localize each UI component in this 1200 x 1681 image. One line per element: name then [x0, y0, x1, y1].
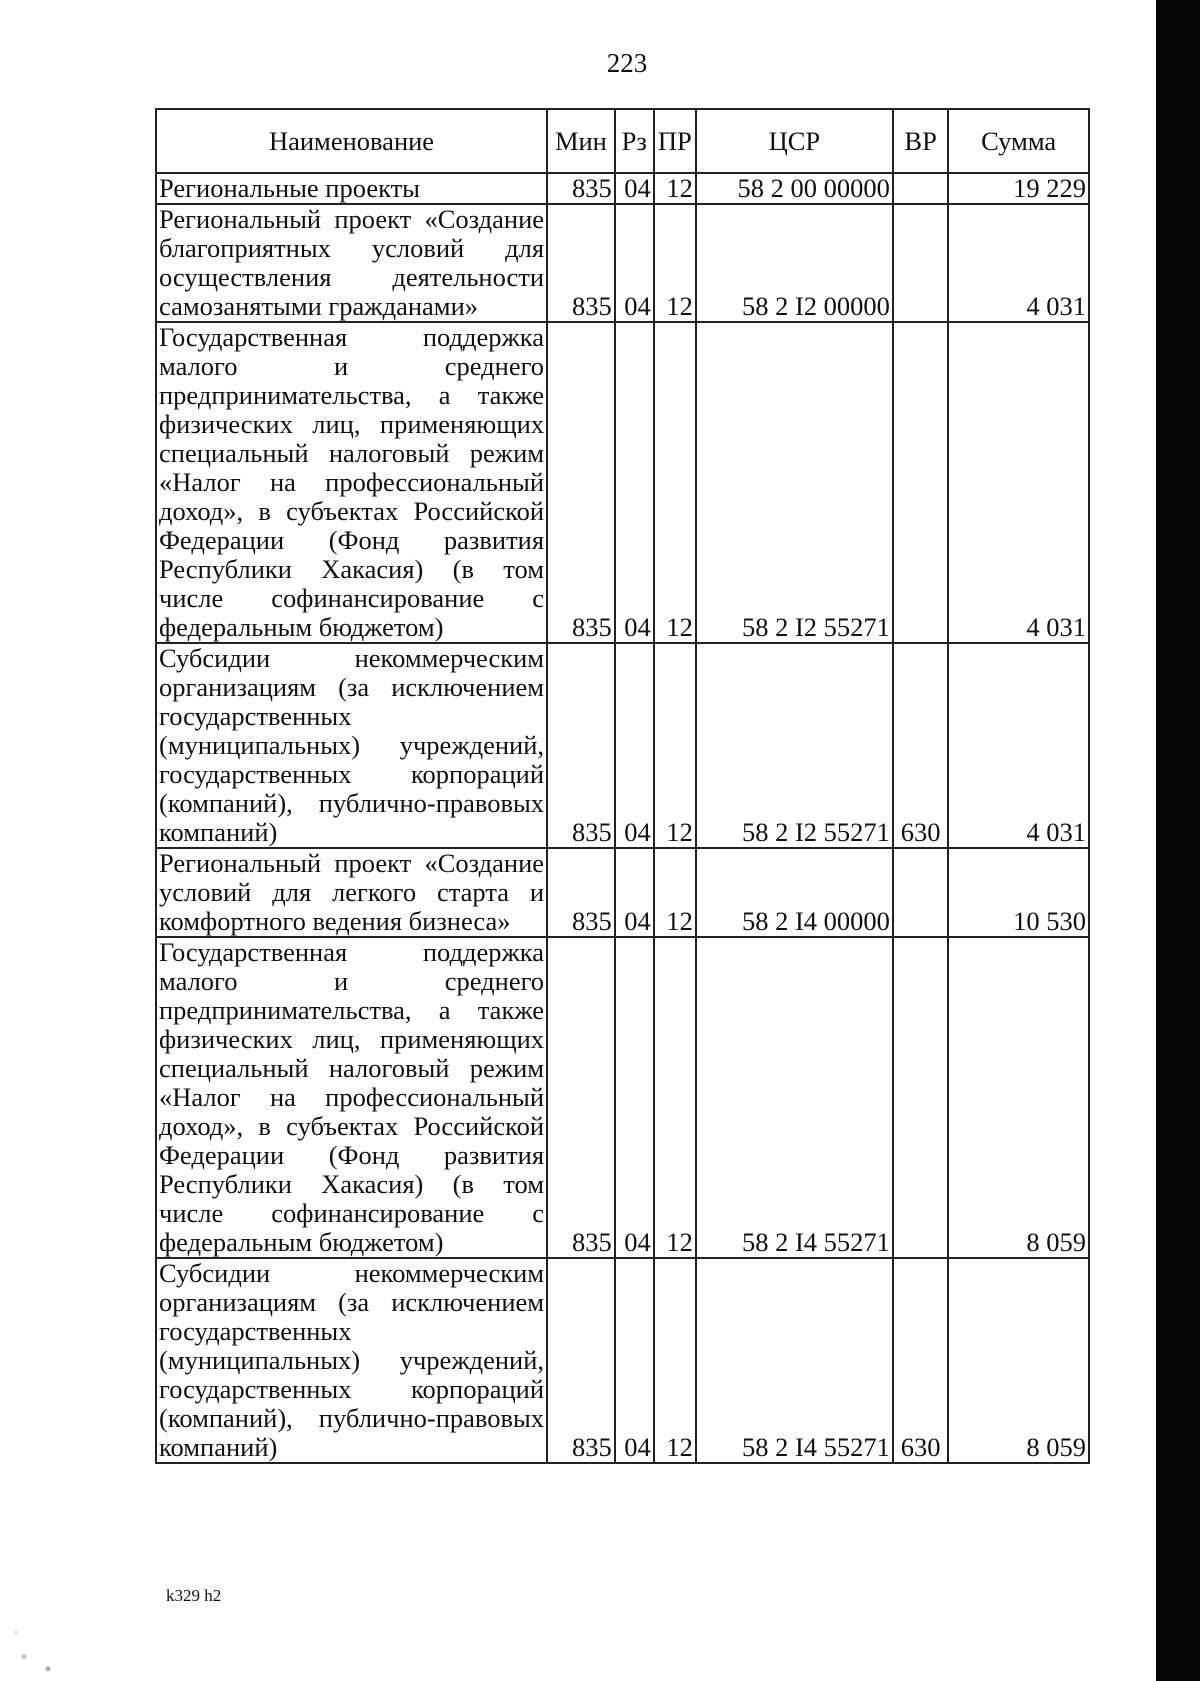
cell-vr	[893, 322, 948, 643]
cell-vr	[893, 848, 948, 937]
cell-name: Государственная поддержка малого и среднего предпринимательства, а также физических лиц, применяющих специальный налоговый режим «Налог на профессиональный доход», в субъектах Российской Федерации (Фонд развития Республики Хакасия) (в том числе софинансирование с федеральным бюджетом)	[156, 322, 547, 643]
cell-sum: 4 031	[948, 204, 1089, 322]
cell-pr: 12	[654, 204, 696, 322]
header-sum: Сумма	[948, 109, 1089, 173]
cell-csr: 58 2 I2 55271	[696, 322, 893, 643]
table-row	[156, 643, 1089, 848]
cell-csr: 58 2 I2 00000	[696, 204, 893, 322]
cell-min: 835	[547, 937, 615, 1258]
scan-edge-bar	[1156, 0, 1200, 1681]
cell-vr	[893, 204, 948, 322]
table-row	[156, 173, 1089, 204]
table-header-row	[156, 109, 1089, 173]
cell-name: Региональный проект «Создание благоприятных условий для осуществления деятельности самозанятыми гражданами»	[156, 204, 547, 322]
cell-pr: 12	[654, 322, 696, 643]
cell-csr: 58 2 I4 55271	[696, 1258, 893, 1463]
cell-csr: 58 2 I4 00000	[696, 848, 893, 937]
cell-min: 835	[547, 322, 615, 643]
cell-pr: 12	[654, 643, 696, 848]
cell-rz: 04	[615, 173, 654, 204]
cell-min: 835	[547, 204, 615, 322]
cell-sum: 4 031	[948, 322, 1089, 643]
cell-sum: 8 059	[948, 1258, 1089, 1463]
cell-min: 835	[547, 1258, 615, 1463]
cell-pr: 12	[654, 1258, 696, 1463]
cell-pr: 12	[654, 937, 696, 1258]
cell-rz: 04	[615, 322, 654, 643]
cell-sum: 8 059	[948, 937, 1089, 1258]
cell-min: 835	[547, 643, 615, 848]
table-body	[156, 173, 1089, 1463]
cell-name: Субсидии некоммерческим организациям (за исключением государственных (муниципальных) учреждений, государственных корпораций (компаний), публично-правовых компаний)	[156, 643, 547, 848]
cell-pr: 12	[654, 848, 696, 937]
scan-noise	[0, 1600, 80, 1681]
cell-vr	[893, 937, 948, 1258]
page-number: 223	[606, 48, 648, 78]
cell-name: Региональные проекты	[156, 173, 547, 204]
cell-csr: 58 2 I2 55271	[696, 643, 893, 848]
cell-pr: 12	[654, 173, 696, 204]
table-row	[156, 204, 1089, 322]
cell-rz: 04	[615, 204, 654, 322]
cell-vr: 630	[893, 1258, 948, 1463]
cell-csr: 58 2 00 00000	[696, 173, 893, 204]
header-min: Мин	[547, 109, 615, 173]
cell-vr	[893, 173, 948, 204]
cell-sum: 4 031	[948, 643, 1089, 848]
header-csr: ЦСР	[696, 109, 893, 173]
header-pr: ПР	[654, 109, 696, 173]
header-name: Наименование	[156, 109, 547, 173]
header-vr: ВР	[893, 109, 948, 173]
cell-min: 835	[547, 848, 615, 937]
header-rz: Рз	[615, 109, 654, 173]
cell-rz: 04	[615, 643, 654, 848]
cell-name: Государственная поддержка малого и среднего предпринимательства, а также физических лиц, применяющих специальный налоговый режим «Налог на профессиональный доход», в субъектах Российской Федерации (Фонд развития Республики Хакасия) (в том числе софинансирование с федеральным бюджетом)	[156, 937, 547, 1258]
cell-name: Субсидии некоммерческим организациям (за исключением государственных (муниципальных) учреждений, государственных корпораций (компаний), публично-правовых компаний)	[156, 1258, 547, 1463]
budget-table	[155, 108, 1090, 1464]
cell-rz: 04	[615, 848, 654, 937]
cell-rz: 04	[615, 937, 654, 1258]
cell-csr: 58 2 I4 55271	[696, 937, 893, 1258]
cell-name: Региональный проект «Создание условий для легкого старта и комфортного ведения бизнеса»	[156, 848, 547, 937]
cell-sum: 19 229	[948, 173, 1089, 204]
table-row	[156, 322, 1089, 643]
cell-sum: 10 530	[948, 848, 1089, 937]
table-row	[156, 1258, 1089, 1463]
table-row	[156, 848, 1089, 937]
cell-rz: 04	[615, 1258, 654, 1463]
cell-vr: 630	[893, 643, 948, 848]
cell-min: 835	[547, 173, 615, 204]
footer-code: k329 h2	[166, 1586, 222, 1605]
table-row	[156, 937, 1089, 1258]
